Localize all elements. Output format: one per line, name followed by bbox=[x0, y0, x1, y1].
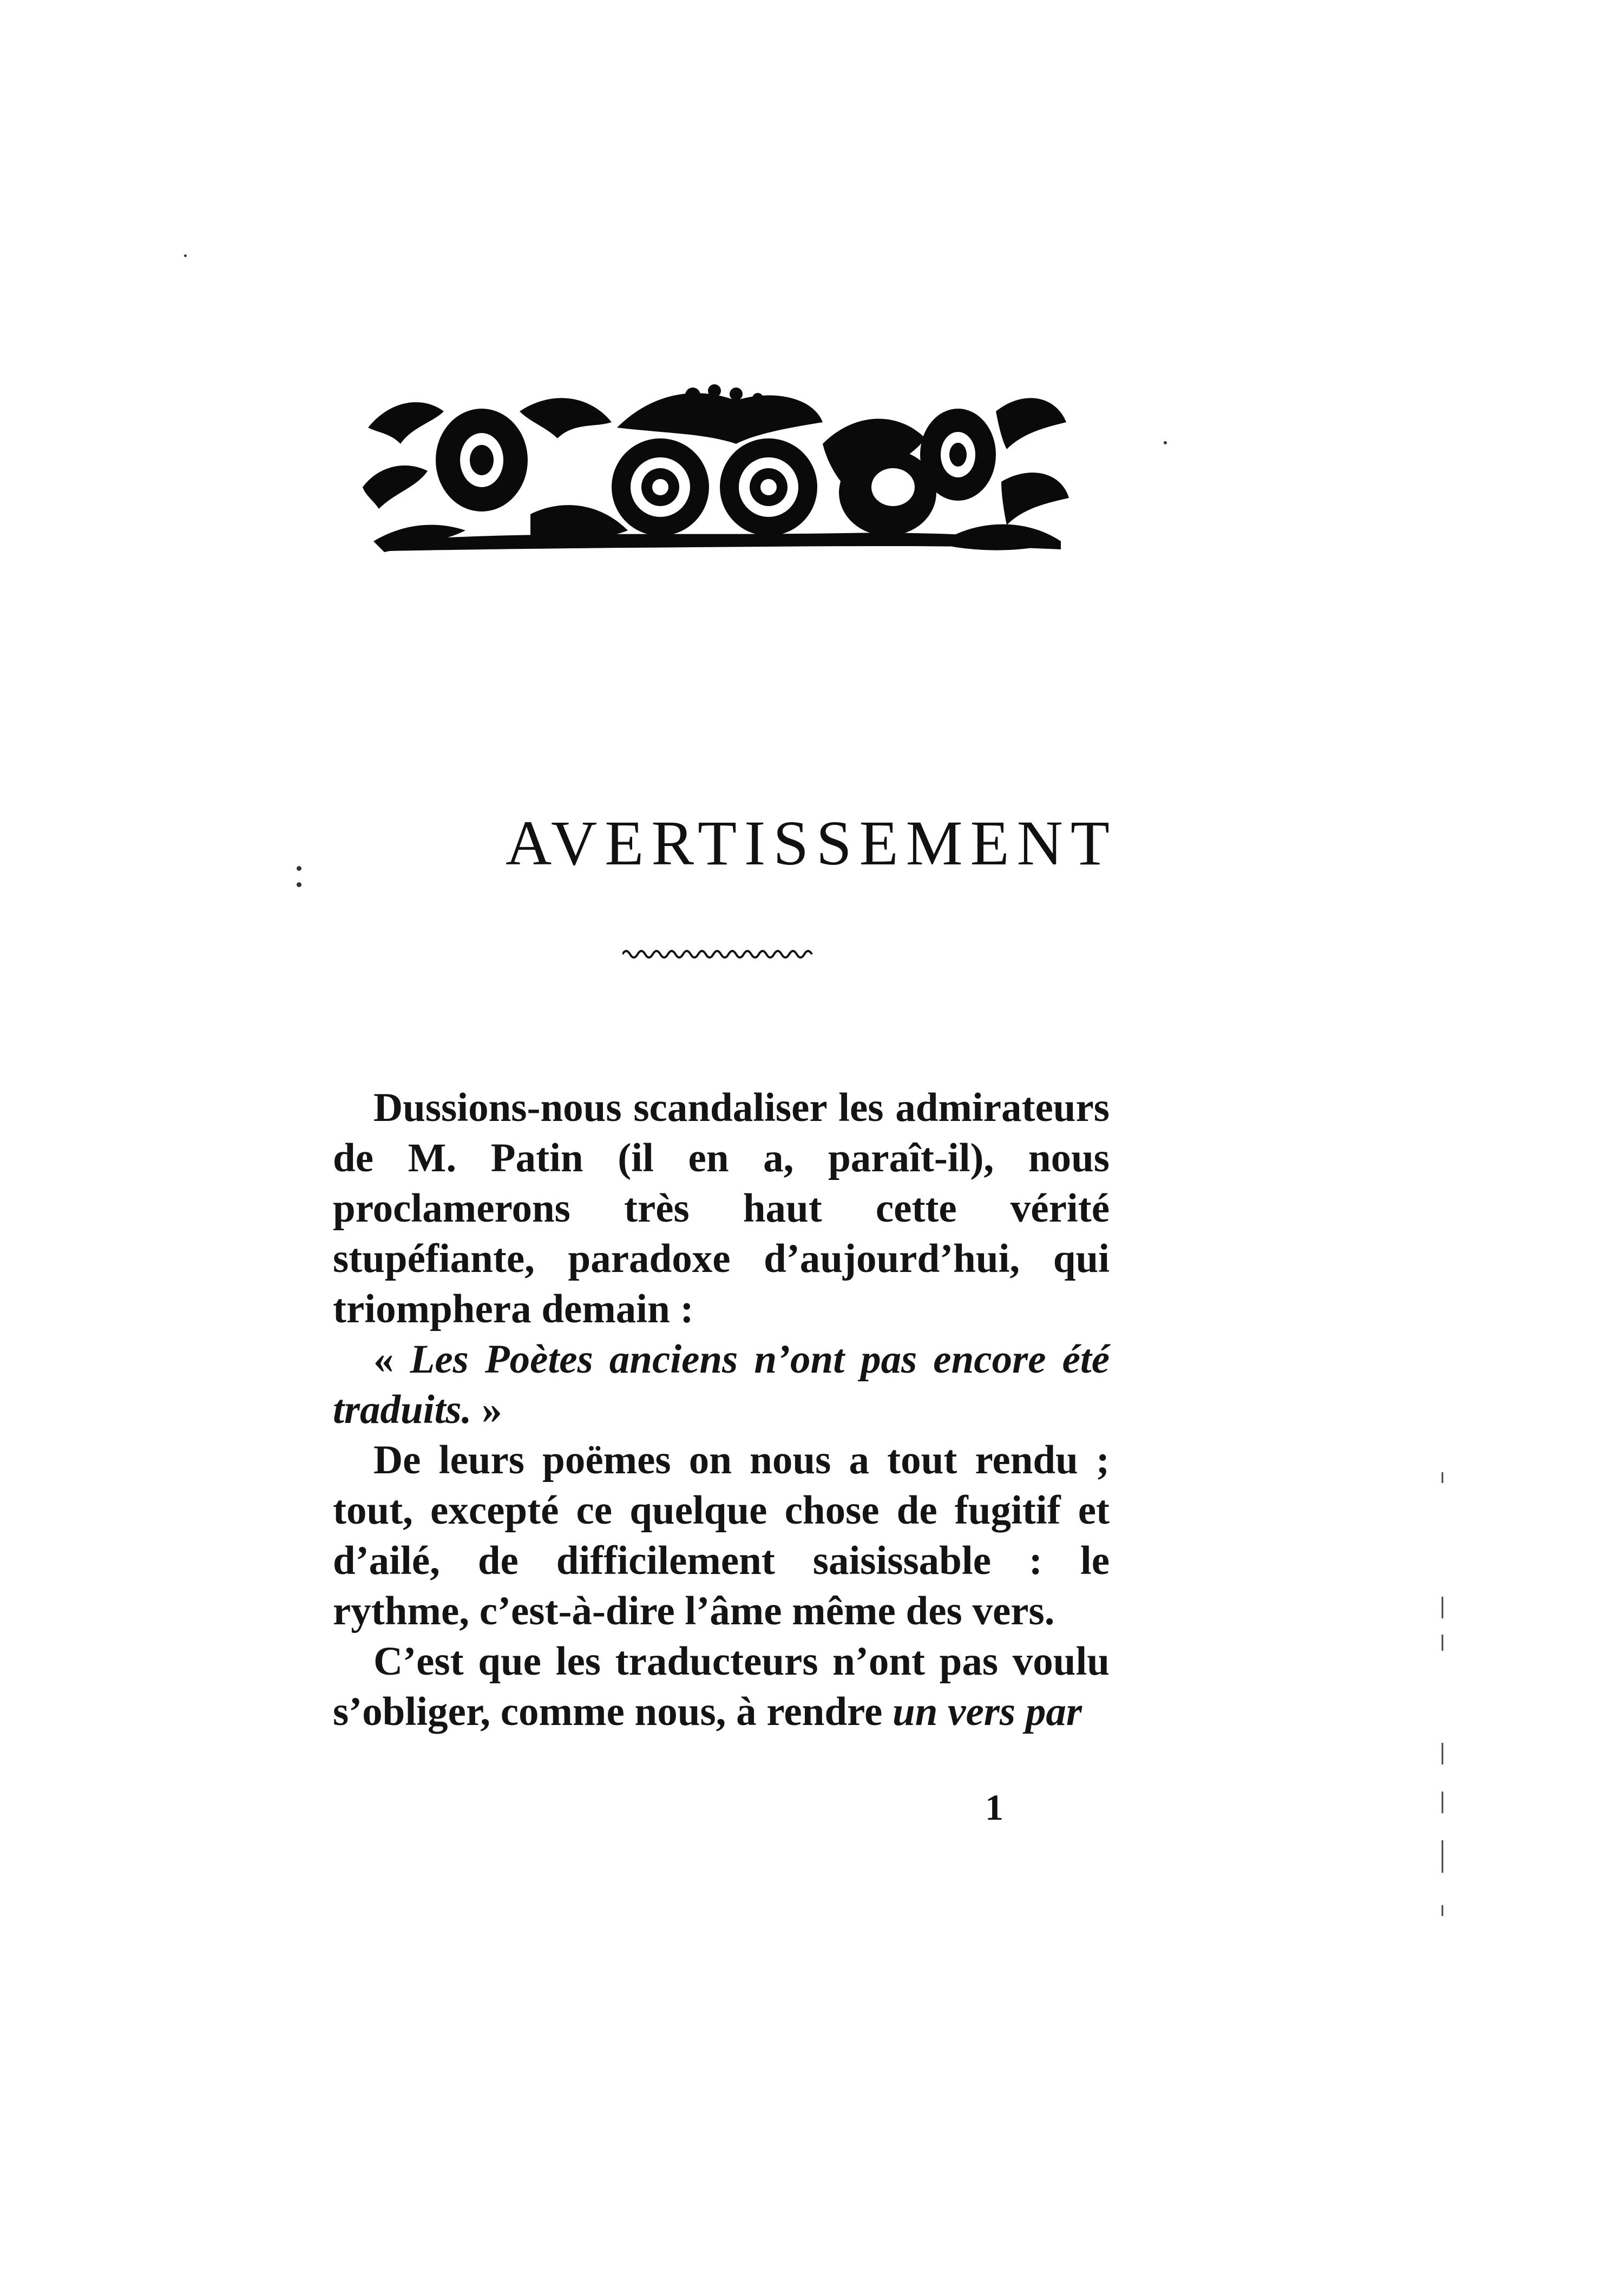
text-segment: De leurs poëmes on nous a tout rendu ; tout, excepté ce quelque chose de fugitif et d’ailé, de difficilement saisissable : le rythme, c’est-à-dire l’âme même des vers. bbox=[333, 1438, 1110, 1634]
scan-speck bbox=[297, 882, 301, 887]
text-segment: C’est que les traducteurs n’ont pas voulu s’obliger, comme nous, à rendre bbox=[333, 1639, 1110, 1734]
floral-ornament-icon bbox=[357, 379, 1072, 557]
paragraph bbox=[333, 1435, 1110, 1636]
scan-margin-marks bbox=[1440, 1461, 1445, 1949]
italic-phrase: un vers par bbox=[893, 1689, 1082, 1734]
paragraph bbox=[333, 1636, 1110, 1737]
text-segment: » bbox=[471, 1387, 502, 1432]
italic-quote: Les Poètes anciens n’ont pas encore été traduits. bbox=[333, 1337, 1110, 1432]
scan-speck bbox=[184, 254, 187, 257]
page-title: AVERTISSEMENT bbox=[506, 808, 1117, 878]
page-number: 1 bbox=[985, 1787, 1003, 1828]
body-text bbox=[333, 1083, 1110, 1737]
wavy-divider-icon bbox=[622, 946, 817, 962]
text-segment: « bbox=[373, 1337, 410, 1382]
scan-speck bbox=[297, 866, 301, 871]
paragraph bbox=[333, 1083, 1110, 1334]
text-segment: Dussions-nous scandaliser les admirateurs de M. Patin (il en a, paraît-il), nous proclamerons très haut cette vérité stupéfiante, paradoxe d’aujourd’hui, qui triomphera demain : bbox=[333, 1085, 1110, 1331]
scan-speck bbox=[1164, 441, 1167, 444]
paragraph bbox=[333, 1334, 1110, 1435]
